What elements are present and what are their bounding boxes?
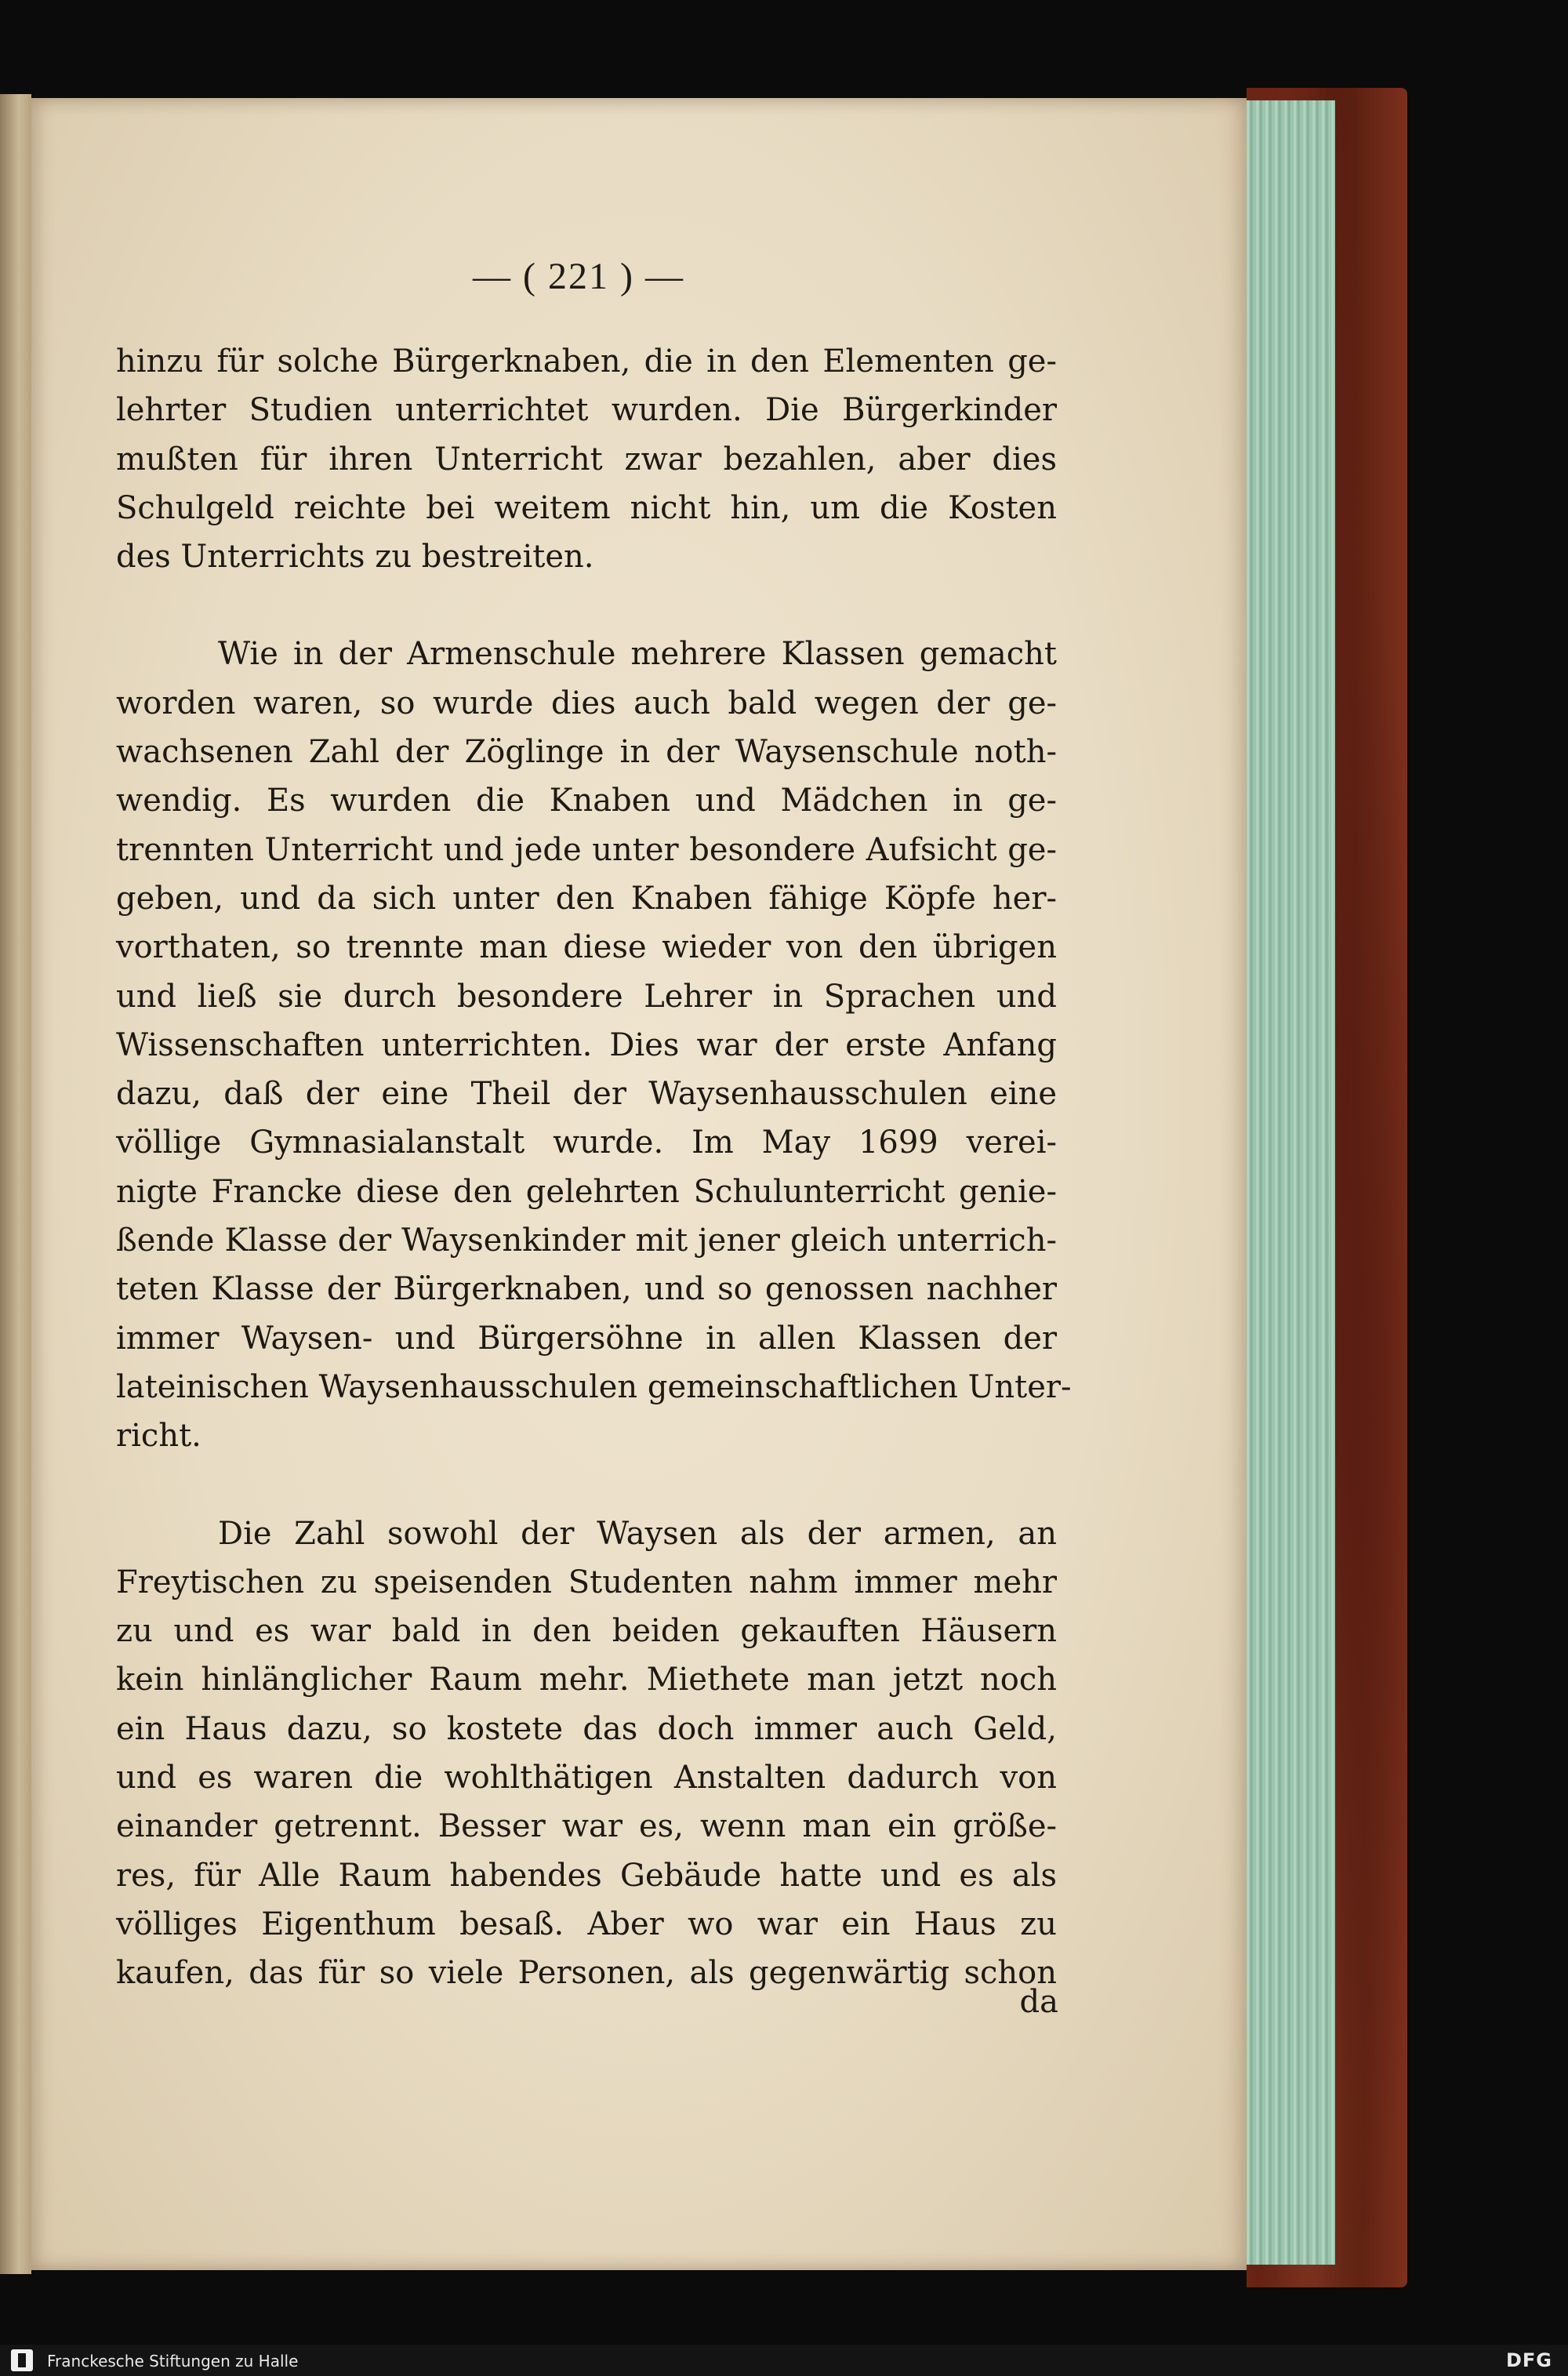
text-line: Freytischen zu speisenden Studenten nahm immer mehr	[116, 1564, 1057, 1600]
institution-name[interactable]: Franckesche Stiftungen zu Halle	[47, 2352, 299, 2371]
text-line: Schulgeld reichte bei weitem nicht hin, um die Kosten	[116, 489, 1057, 526]
text-line: res, für Alle Raum habendes Gebäude hatte und es als	[116, 1857, 1057, 1894]
text-line: hinzu für solche Bürgerknaben, die in den Elementen ge-	[116, 343, 1057, 380]
page-header: — ( 221 ) —	[473, 256, 684, 297]
text-line: kein hinlänglicher Raum mehr. Miethete man jetzt noch	[116, 1662, 1057, 1698]
page-body	[116, 337, 1072, 1998]
text-line: geben, und da sich unter den Knaben fähige Köpfe her-	[116, 880, 1057, 917]
text-line: Die Zahl sowohl der Waysen als der armen, an	[218, 1515, 1057, 1552]
text-line: zu und es war bald in den beiden gekauften Häusern	[116, 1613, 1057, 1650]
text-line: und es waren die wohlthätigen Anstalten dadurch von	[116, 1760, 1057, 1797]
institution-logo-icon	[11, 2349, 33, 2371]
text-line: teten Klasse der Bürgerknaben, und so genossen nachher	[116, 1271, 1057, 1308]
paragraph-gap	[116, 1461, 1057, 1510]
paragraph-3	[116, 1510, 1057, 1998]
text-line: trennten Unterricht und jede unter besondere Aufsicht ge-	[116, 831, 1057, 868]
text-line: richt.	[116, 1418, 201, 1455]
text-line: lateinischen Waysenhausschulen gemeinschaftlichen Unter-	[116, 1368, 1072, 1405]
viewer-footer	[0, 2345, 1568, 2376]
left-page-edge	[0, 94, 31, 2274]
paragraph-gap	[116, 581, 1057, 630]
text-line: immer Waysen- und Bürgersöhne in allen Klassen der	[116, 1320, 1057, 1357]
text-line: worden waren, so wurde dies auch bald wegen der ge-	[116, 685, 1057, 721]
text-line: völlige Gymnasialanstalt wurde. Im May 1699 verei-	[116, 1124, 1057, 1161]
text-line: Wissenschaften unterrichten. Dies war der erste Anfang	[116, 1026, 1057, 1063]
text-line: wachsenen Zahl der Zöglinge in der Waysenschule noth-	[116, 734, 1057, 771]
text-line: mußten für ihren Unterricht zwar bezahlen, aber dies	[116, 441, 1057, 478]
text-line: ßende Klasse der Waysenkinder mit jener gleich unterrich-	[116, 1223, 1057, 1259]
text-line: kaufen, das für so viele Personen, als gegenwärtig schon	[116, 1955, 1057, 1992]
text-line: und ließ sie durch besondere Lehrer in Sprachen und	[116, 978, 1057, 1015]
paragraph-2	[116, 630, 1072, 1460]
text-line: nigte Francke diese den gelehrten Schulunterricht genie-	[116, 1173, 1057, 1210]
text-line: völliges Eigenthum besaß. Aber wo war ein Haus zu	[116, 1906, 1057, 1942]
dfg-logo: DFG	[1505, 2349, 1552, 2371]
text-line: lehrter Studien unterrichtet wurden. Die Bürgerkinder	[116, 392, 1057, 429]
text-line: des Unterrichts zu bestreiten.	[116, 539, 594, 576]
text-line: einander getrennt. Besser war es, wenn man ein größe-	[116, 1808, 1057, 1845]
text-line: dazu, daß der eine Theil der Waysenhausschulen eine	[116, 1076, 1057, 1113]
text-line: vorthaten, so trennte man diese wieder von den übrigen	[116, 929, 1057, 966]
text-line: ein Haus dazu, so kostete das doch immer auch Geld,	[116, 1710, 1057, 1747]
text-line: wendig. Es wurden die Knaben und Mädchen in ge-	[116, 783, 1057, 819]
paragraph-1	[116, 337, 1057, 581]
text-line: Wie in der Armenschule mehrere Klassen gemacht	[218, 636, 1057, 673]
page-edges	[1243, 100, 1335, 2265]
catchword: da	[1019, 1984, 1058, 2020]
